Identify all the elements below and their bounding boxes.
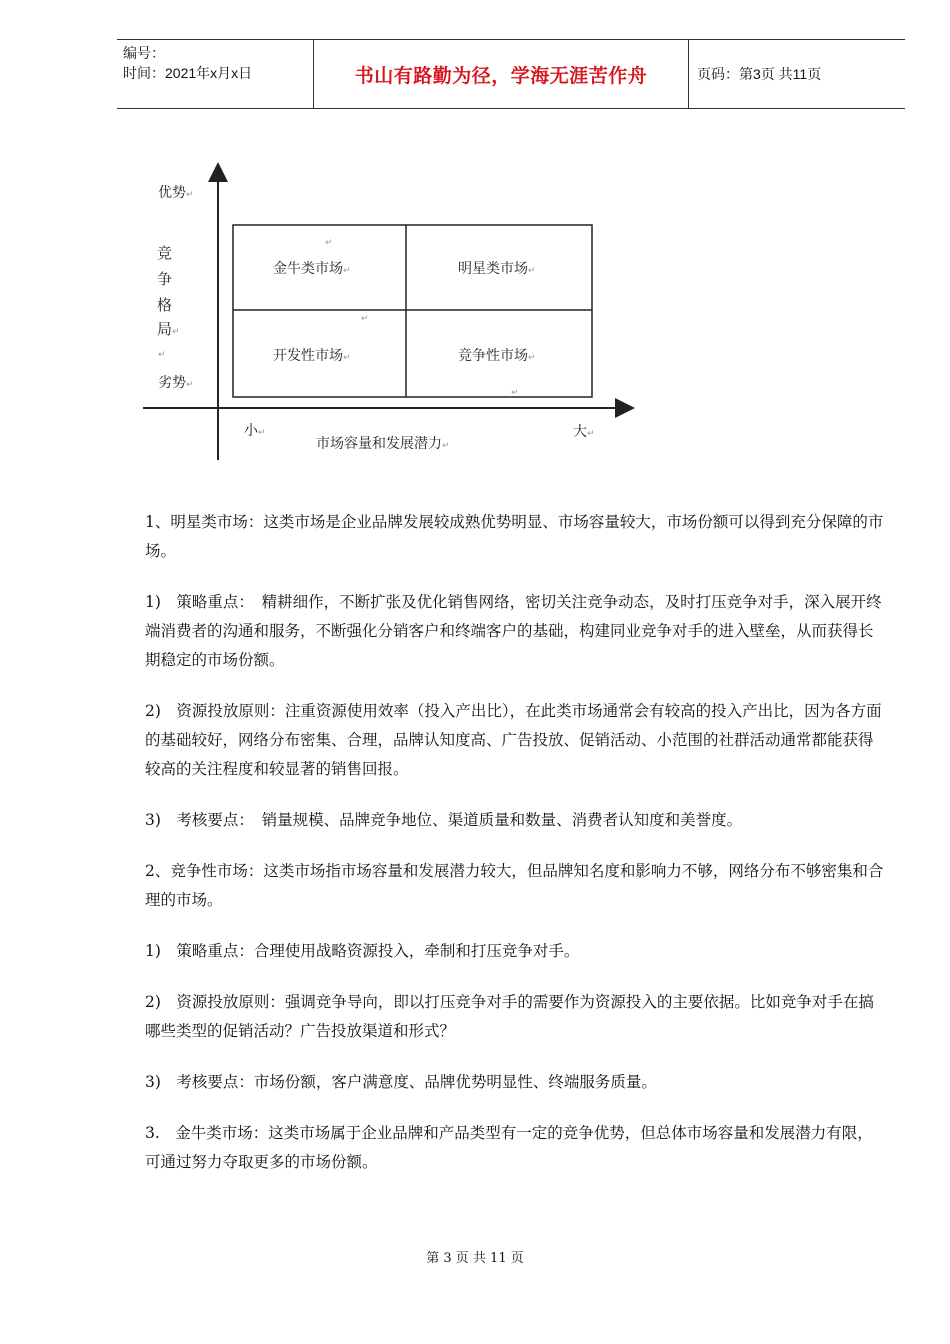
y-axis-char: 争 [157, 270, 173, 288]
x-axis-title: 市场容量和发展潜力↵ [316, 436, 450, 452]
y-axis-char: 竞 [157, 244, 173, 262]
y-axis-top-label: 优势↵ [158, 185, 194, 201]
quadrant-top-left: 金牛类市场↵ [273, 261, 351, 277]
paragraph: 1) 策略重点： 精耕细作，不断扩张及优化销售网络，密切关注竞争动态，及时打压竞争对手，深入展开终端消费者的沟通和服务，不断强化分销客户和终端客户的基础，构建同业竞争对手的进入壁垒，从而获得长期稳定的市场份额。 [145, 593, 882, 669]
return-mark: ↵ [511, 388, 519, 398]
header-page-label: 页码：第3页 共11页 [697, 66, 822, 82]
paragraph: 2) 资源投放原则：注重资源使用效率（投入产出比），在此类市场通常会有较高的投入产出比，因为各方面的基础较好，网络分布密集、合理，品牌认知度高、广告投放、促销活动、小范围的社群活动通常都能获得较高的关注程度和较显著的销售回报。 [145, 702, 882, 778]
header-motto: 书山有路勤为径，学海无涯苦作舟 [314, 40, 689, 108]
paragraph: 3. 金牛类市场：这类市场属于企业品牌和产品类型有一定的竞争优势，但总体市场容量和发展潜力有限，可通过努力夺取更多的市场份额。 [145, 1124, 873, 1171]
time-label: 时间：2021年x月x日 [123, 65, 253, 81]
return-mark: ↵ [361, 314, 369, 324]
page-header [117, 39, 905, 109]
return-mark: ↵ [158, 350, 166, 360]
y-axis-char: 局↵ [157, 320, 180, 338]
y-axis-bottom-label: 劣势↵ [158, 375, 194, 391]
quadrant-top-right: 明星类市场↵ [458, 261, 536, 277]
page-footer [0, 1247, 950, 1266]
paragraph: 1) 策略重点：合理使用战略资源投入，牵制和打压竞争对手。 [145, 942, 580, 960]
header-meta [117, 40, 314, 108]
paragraph: 1、明星类市场：这类市场是企业品牌发展较成熟优势明显、市场容量较大，市场份额可以得到充分保障的市场。 [145, 513, 884, 560]
quadrant-frame [233, 225, 592, 397]
quadrant-bottom-left: 开发性市场↵ [273, 348, 351, 364]
paragraph: 2) 资源投放原则：强调竞争导向，即以打压竞争对手的需要作为资源投入的主要依据。比如竞争对手在搞哪些类型的促销活动？广告投放渠道和形式？ [145, 993, 874, 1040]
quadrant-bottom-right: 竞争性市场↵ [458, 348, 536, 364]
x-axis-left-label: 小↵ [244, 423, 266, 439]
y-axis-char: 格 [157, 296, 173, 314]
document-body [145, 508, 885, 1199]
paragraph: 3) 考核要点：市场份额，客户满意度、品牌优势明显性、终端服务质量。 [145, 1073, 657, 1091]
paragraph: 2、竞争性市场：这类市场指市场容量和发展潜力较大，但品牌知名度和影响力不够，网络分布不够密集和合理的市场。 [145, 862, 884, 909]
paragraph: 3) 考核要点： 销量规模、品牌竞争地位、渠道质量和数量、消费者认知度和美誉度。 [145, 811, 743, 829]
number-label: 编号： [123, 45, 165, 61]
return-mark: ↵ [325, 238, 333, 248]
x-axis-right-label: 大↵ [573, 424, 595, 440]
market-matrix-diagram [140, 150, 650, 470]
footer-page-number: 第 3 页 共 11 页 [426, 1251, 524, 1266]
